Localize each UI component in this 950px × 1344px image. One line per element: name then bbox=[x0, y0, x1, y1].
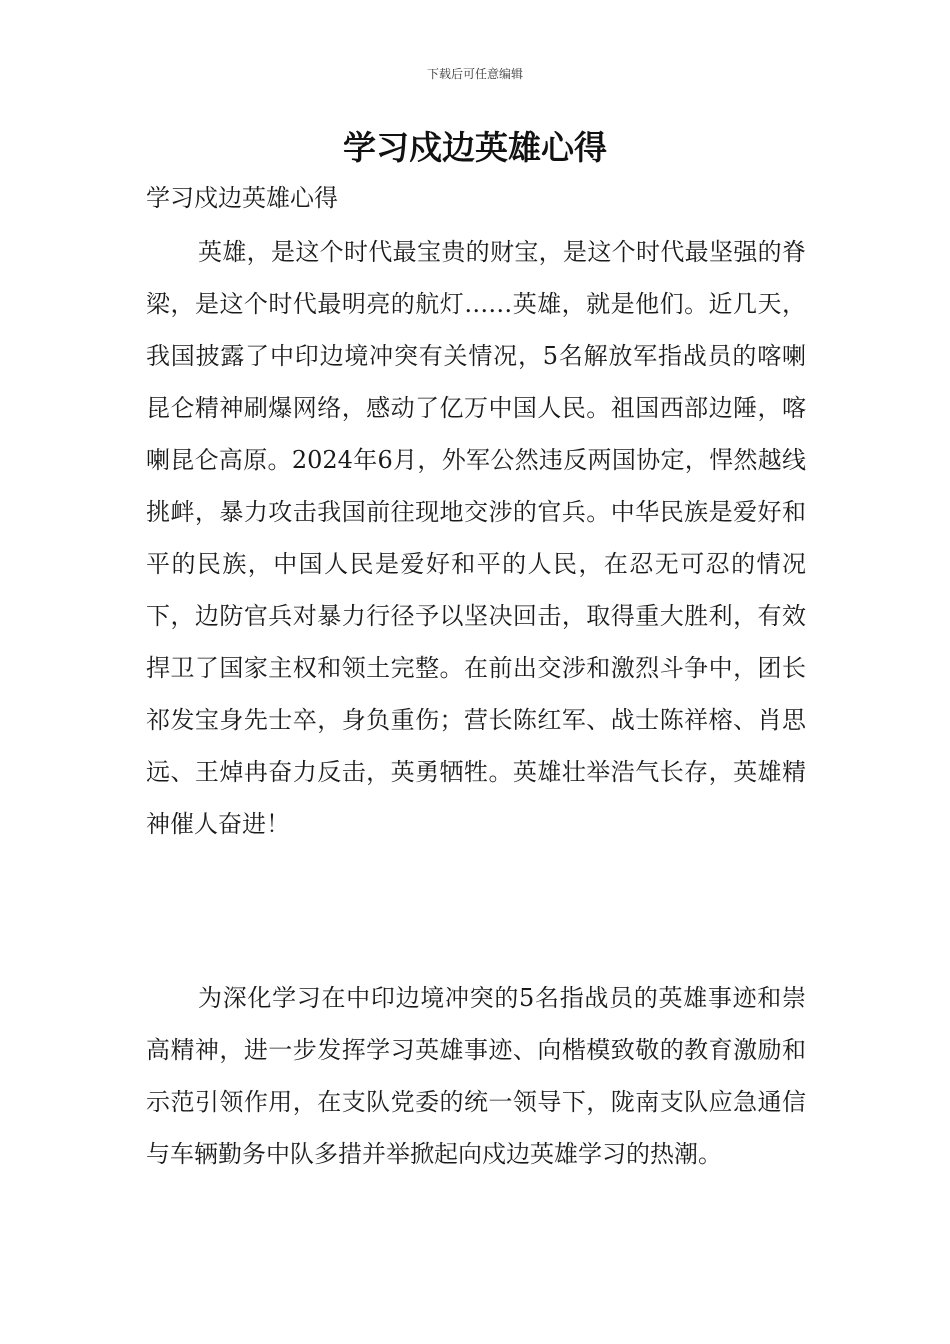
header-note: 下载后可任意编辑 bbox=[426, 67, 523, 81]
document-subtitle: 学习戍边英雄心得 bbox=[146, 184, 338, 212]
body-paragraph: 英雄，是这个时代最宝贵的财宝，是这个时代最坚强的脊梁，是这个时代最明亮的航灯……英雄，就是他们。近几天，我国披露了中印边境冲突有关情况，5名解放军指战员的喀喇昆仑精神刷爆网络，感动了亿万中国人民。祖国西部边陲，喀喇昆仑高原。2024年6月，外军公然违反两国协定，悍然越线挑衅，暴力攻击我国前往现地交涉的官兵。中华民族是爱好和平的民族，中国人民是爱好和平的人民，在忍无可忍的情况下，边防官兵对暴力行径予以坚决回击，取得重大胜利，有效捍卫了国家主权和领土完整。在前出交涉和激烈斗争中，团长祁发宝身先士卒，身负重伤；营长陈红军、战士陈祥榕、肖思远、王焯冉奋力反击，英勇牺牲。英雄壮举浩气长存，英雄精神催人奋进！ bbox=[146, 238, 806, 838]
document-title: 学习戍边英雄心得 bbox=[343, 128, 607, 167]
body-paragraph: 为深化学习在中印边境冲突的5名指战员的英雄事迹和崇高精神，进一步发挥学习英雄事迹、向楷模致敬的教育激励和示范引领作用，在支队党委的统一领导下，陇南支队应急通信与车辆勤务中队多措并举掀起向戍边英雄学习的热潮。 bbox=[146, 984, 806, 1168]
